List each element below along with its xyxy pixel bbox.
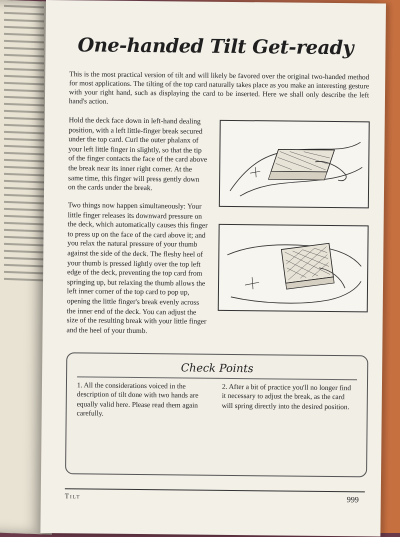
check-point-1-text: All the considerations voiced in the description of tilt done with two hands are equally valid here. Please read them again carefully. [76, 381, 199, 418]
check-point-1 [77, 381, 207, 420]
paragraph-simultaneous: Two things now happen simultaneously: Your little finger releases its downward pressure on the deck, which automatically causes this finger to press up on the face of the card above it; and you relax the natural pressure of your thumb against the side of the deck. The fleshy heel of your thumb is pressed lightly over the top left edge of the deck, preventing the top card from springing up, but relaxing the thumb allows the left inner corner of the top card to pop up, opening the little finger's break evenly across the inner end of the deck. You can adjust the size of the resulting break with your little finger and the heel of your thumb. [66, 200, 208, 335]
page-title: One-handed Tilt Get-ready [77, 34, 354, 60]
paragraph-hold-deck: Hold the deck face down in left-hand dealing position, with a left little-finger break secured under the top card. Curl the outer phalanx of your left little finger in slightly, so that the tip of the finger contacts the face of the card above the break near its inner right corner. At the same time, this finger will press gently down on the cards under the break. [67, 115, 208, 193]
intro-paragraph: This is the most practical version of tilt and will likely be favored over the original two-handed method for most applications. The tilting of the top card naturally takes place as you make an interesting gesture with your right hand, such as displaying the card to be inserted. Here we shall only describe the left hand's action. [68, 70, 370, 106]
check-points-box [65, 352, 368, 477]
hand-holding-deck-drawing [220, 121, 369, 208]
check-points-divider [77, 376, 357, 380]
running-footer: Tilt [64, 492, 81, 501]
check-point-2-number: 2. [221, 382, 228, 391]
hand-tilting-card-drawing [219, 225, 368, 312]
check-points-title: Check Points [180, 361, 254, 376]
illustration-hand-tilt [218, 224, 369, 313]
check-point-1-number: 1. [76, 381, 83, 390]
footer-divider [65, 488, 365, 492]
book-page [40, 0, 386, 537]
check-point-2-text: After a bit of practice you'll no longer find it necessary to adjust the break, as the card will spring directly into the desired position. [221, 382, 352, 411]
check-point-2 [222, 383, 352, 412]
page-number: 999 [346, 495, 359, 505]
illustration-hand-break [219, 120, 370, 209]
